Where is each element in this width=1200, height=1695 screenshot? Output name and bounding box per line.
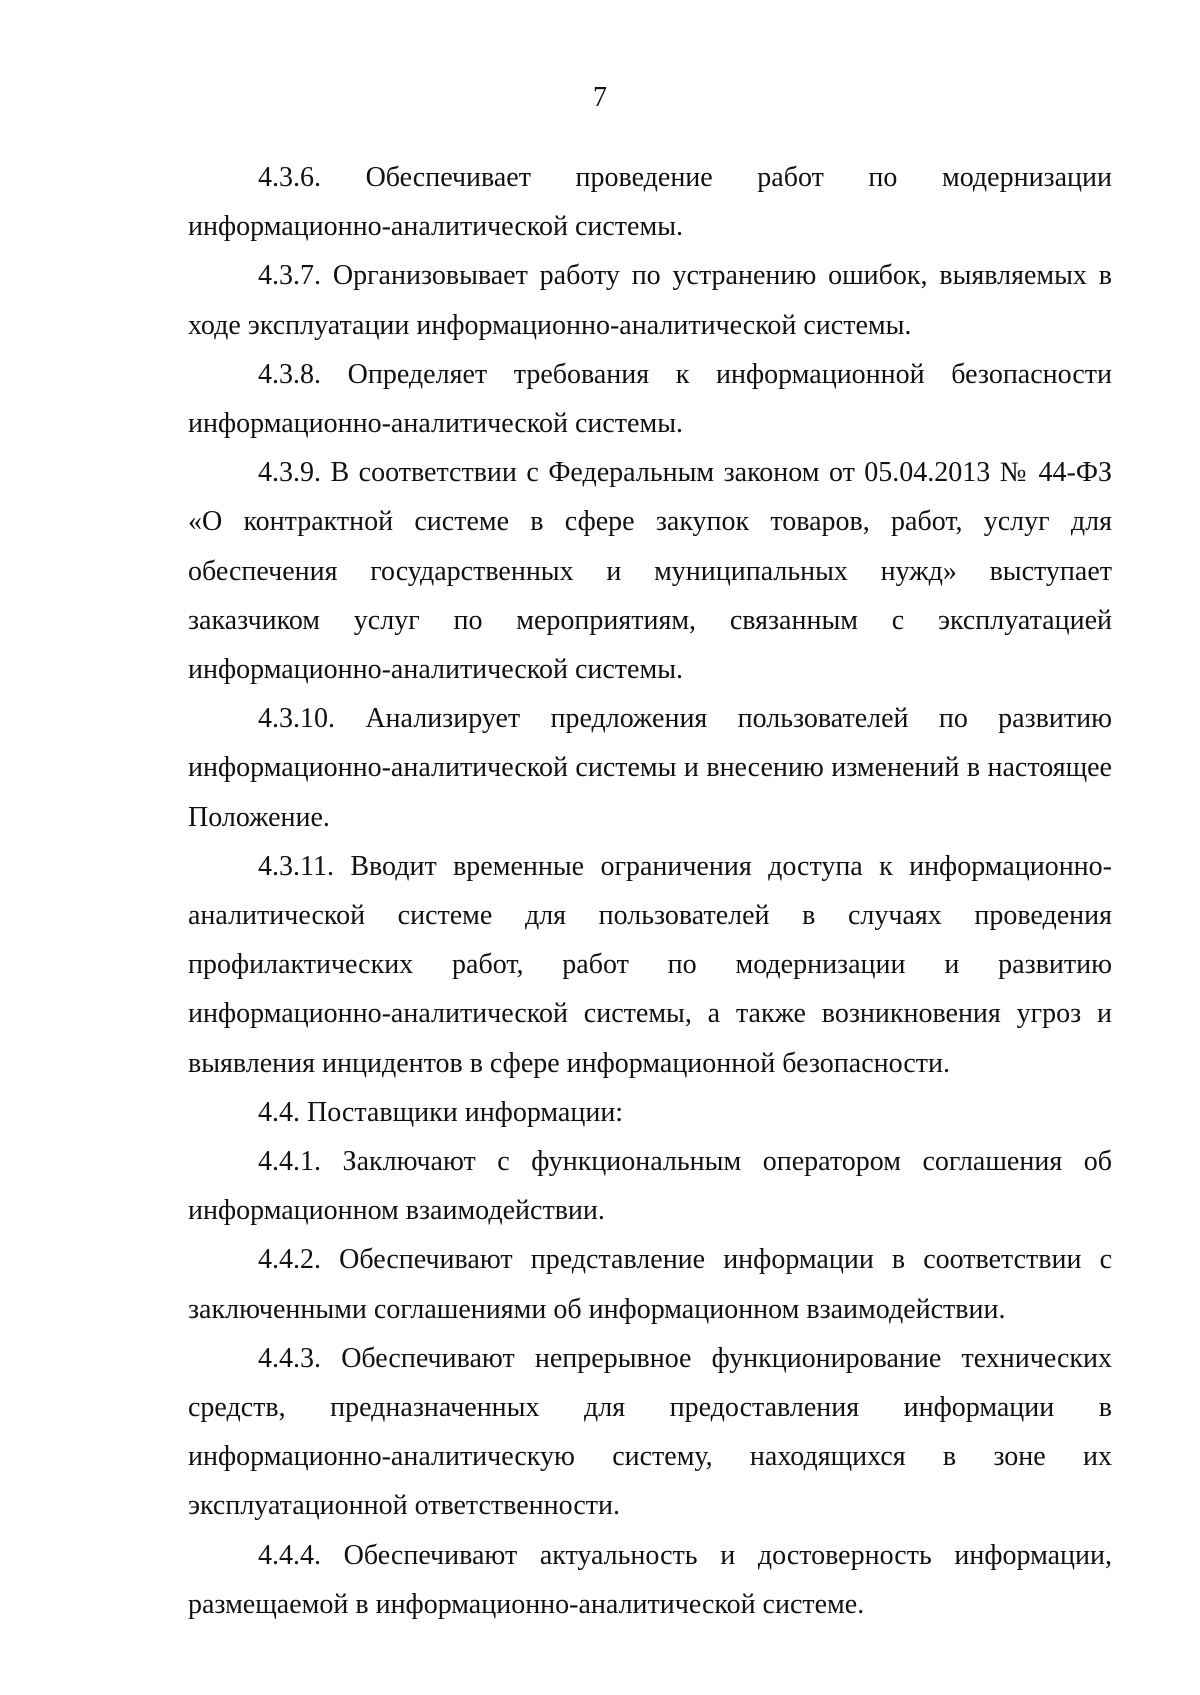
paragraph-4-3-7: 4.3.7. Организовывает работу по устранению ошибок, выявляемых в ходе эксплуатации информационно-аналитической системы. (188, 260, 1112, 341)
page-number: 7 (593, 82, 607, 113)
paragraph-4-4-4: 4.4.4. Обеспечивают актуальность и достоверность информации, размещаемой в информационно-аналитической системе. (188, 1539, 1112, 1620)
paragraph-4-3-9: 4.3.9. В соответствии с Федеральным законом от 05.04.2013 № 44-ФЗ «О контрактной системе в сфере закупок товаров, работ, услуг для обеспечения государственных и муниципальных нужд» выступает заказчиком услуг по мероприятиям, связанным с эксплуатацией информационно-аналитической системы. (188, 457, 1112, 686)
paragraph-4-4: 4.4. Поставщики информации: (258, 1096, 624, 1128)
paragraph-4-4-2: 4.4.2. Обеспечивают представление информации в соответствии с заключенными соглашениями об информационном взаимодействии. (188, 1244, 1112, 1325)
paragraph-4-3-11: 4.3.11. Вводит временные ограничения доступа к информационно-аналитической системе для пользователей в случаях проведения профилактических работ, работ по модернизации и развитию информационно-аналитической системы, а также возникновения угроз и выявления инцидентов в сфере информационной безопасности. (188, 850, 1112, 1079)
paragraph-4-3-8: 4.3.8. Определяет требования к информационной безопасности информационно-аналитической системы. (188, 358, 1112, 440)
paragraph-4-4-1: 4.4.1. Заключают с функциональным оператором соглашения об информационном взаимодействии. (188, 1146, 1112, 1227)
paragraph-4-3-10: 4.3.10. Анализирует предложения пользователей по развитию информационно-аналитической системы и внесению изменений в настоящее Положение. (188, 703, 1112, 833)
paragraph-4-4-3: 4.4.3. Обеспечивают непрерывное функционирование технических средств, предназначенных для предоставления информации в информационно-аналитическую систему, находящихся в зоне их эксплуатационной ответственности. (188, 1342, 1112, 1522)
document-body (188, 153, 1112, 1629)
paragraph-4-3-6: 4.3.6. Обеспечивает проведение работ по модернизации информационно-аналитической системы. (188, 162, 1112, 243)
